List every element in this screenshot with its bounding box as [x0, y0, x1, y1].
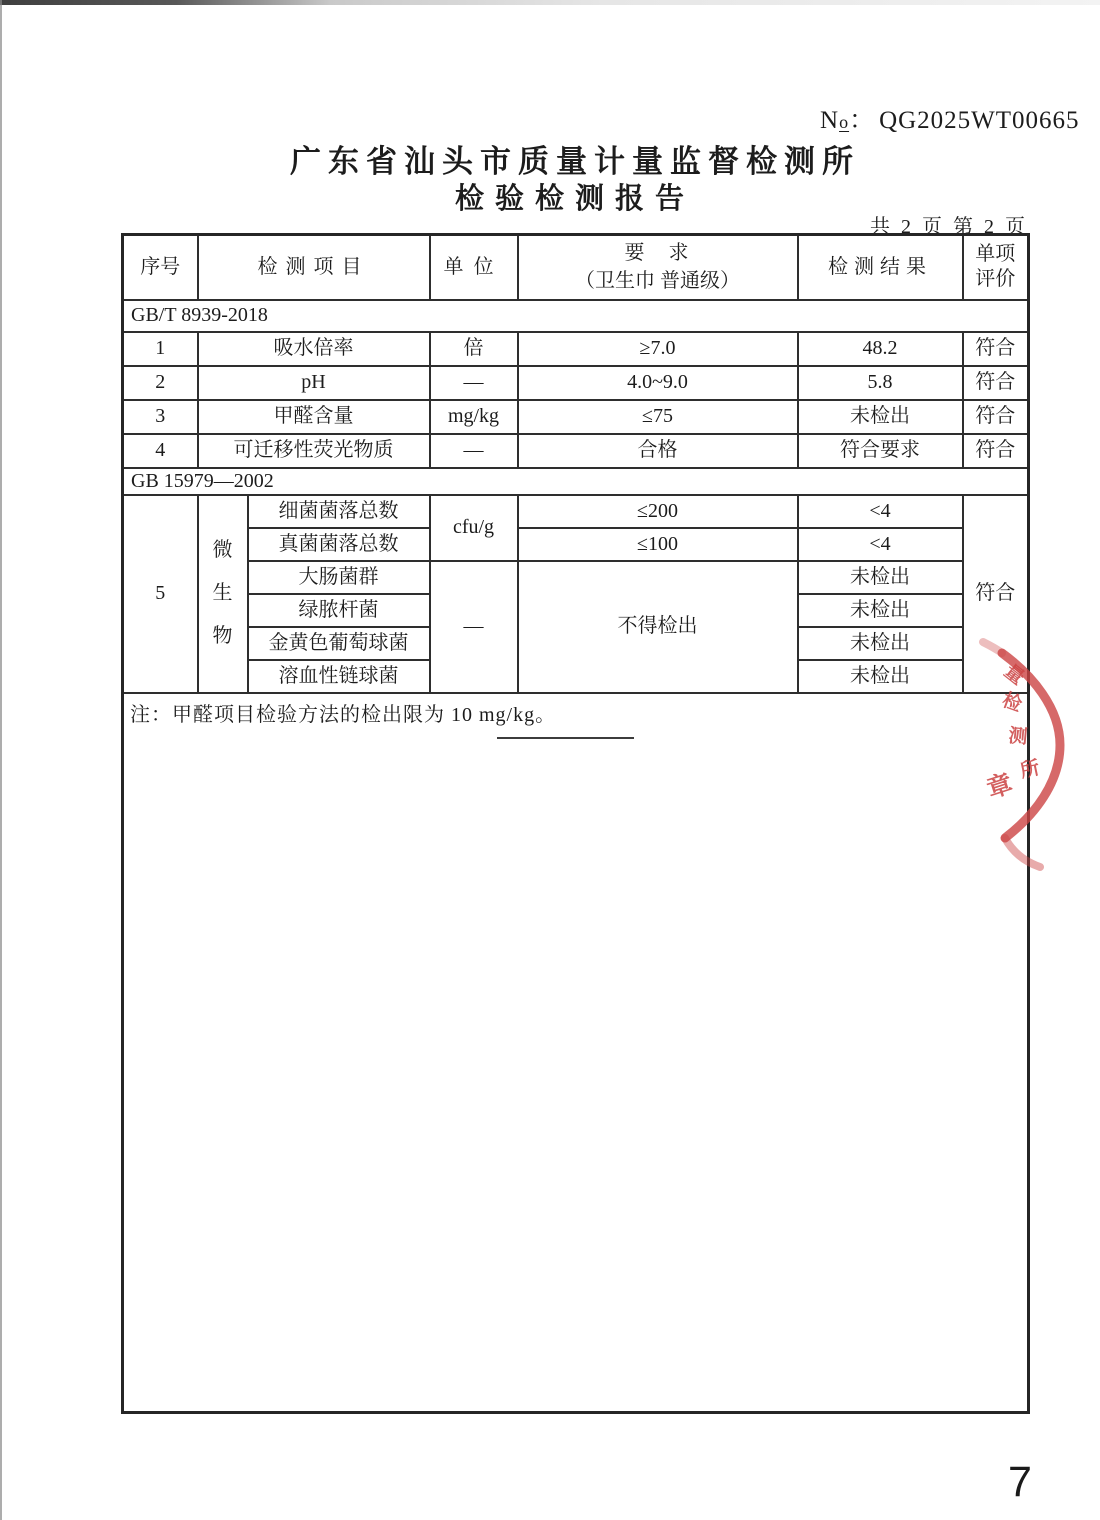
cell-result: 未检出 [798, 627, 963, 660]
test-results-table [121, 233, 1030, 1414]
table-row [123, 332, 1029, 366]
cell-no: 3 [123, 400, 198, 434]
cell-requirement: ≤100 [518, 528, 798, 561]
cell-unit: — [430, 561, 518, 693]
cell-result: 5.8 [798, 366, 963, 400]
table-row [123, 366, 1029, 400]
cell-requirement: 4.0~9.0 [518, 366, 798, 400]
col-header-result: 检测结果 [798, 235, 963, 300]
col-header-evaluation [963, 235, 1029, 300]
cell-evaluation: 符合 [963, 332, 1029, 366]
cell-item: 吸水倍率 [198, 332, 430, 366]
cell-group-label [198, 495, 248, 693]
page-count-indicator: 共 2 页 第 2 页 [870, 216, 1028, 238]
report-title: 检验检测报告 [454, 183, 695, 215]
cell-item: 大肠菌群 [248, 561, 430, 594]
table-row [123, 400, 1029, 434]
cell-item: 甲醛含量 [198, 400, 430, 434]
footnote: 注：甲醛项目检验方法的检出限为 10 mg/kg。 [130, 703, 557, 726]
col-header-requirement [518, 235, 798, 300]
stamp-char: 量 [1000, 660, 1028, 690]
report-number [820, 100, 1080, 136]
cell-result: 未检出 [798, 561, 963, 594]
cell-no: 2 [123, 366, 198, 400]
divider-line [497, 737, 634, 739]
cell-item: 可迁移性荧光物质 [198, 434, 430, 468]
cell-evaluation: 符合 [963, 366, 1029, 400]
cell-unit: cfu/g [430, 495, 518, 561]
cell-no: 4 [123, 434, 198, 468]
organization-name: 广东省汕头市质量计量监督检测所 [290, 144, 860, 179]
evaluation-line1: 单项 [975, 243, 1016, 266]
stamp-char: 检 [999, 689, 1025, 717]
cell-evaluation: 符合 [963, 495, 1029, 693]
stamp-char: 所 [1018, 757, 1042, 783]
cell-result: 符合要求 [798, 434, 963, 468]
viewer-page-number: 7 [1008, 1458, 1032, 1506]
table-header-row [123, 235, 1029, 300]
cell-result: 未检出 [798, 660, 963, 693]
no-colon: ： [849, 107, 876, 134]
table-row [123, 495, 1029, 528]
cell-evaluation: 符合 [963, 434, 1029, 468]
cell-result: 未检出 [798, 594, 963, 627]
stamp-char: 测 [1007, 725, 1029, 749]
cell-item: 细菌菌落总数 [248, 495, 430, 528]
cell-item: pH [198, 366, 430, 400]
cell-result: 未检出 [798, 400, 963, 434]
cell-result: <4 [798, 528, 963, 561]
report-number-value: QG2025WT00665 [879, 107, 1080, 134]
table-row [123, 561, 1029, 594]
no-label-o: o [839, 112, 850, 132]
cell-requirement: ≥7.0 [518, 332, 798, 366]
page-edge-left [0, 0, 2, 1520]
cell-item: 真菌菌落总数 [248, 528, 430, 561]
col-header-unit: 单位 [430, 235, 518, 300]
cell-requirement: 不得检出 [518, 561, 798, 693]
cell-item: 绿脓杆菌 [248, 594, 430, 627]
empty-report-area [123, 693, 1029, 1413]
no-label: N [820, 107, 840, 134]
cell-item: 金黄色葡萄球菌 [248, 627, 430, 660]
requirement-grade: （卫生巾 普通级） [575, 269, 740, 292]
standard-name: GB/T 8939-2018 [123, 300, 1029, 332]
cell-no: 1 [123, 332, 198, 366]
standard-name: GB 15979—2002 [123, 468, 1029, 495]
cell-result: 48.2 [798, 332, 963, 366]
table-footer-space [123, 693, 1029, 1413]
cell-requirement: ≤200 [518, 495, 798, 528]
cell-requirement: ≤75 [518, 400, 798, 434]
table-row [123, 528, 1029, 561]
standard-band-row [123, 300, 1029, 332]
cell-requirement: 合格 [518, 434, 798, 468]
cell-group-no: 5 [123, 495, 198, 693]
table-row [123, 434, 1029, 468]
cell-evaluation: 符合 [963, 400, 1029, 434]
stamp-center-char: 章 [983, 770, 1017, 804]
cell-result: <4 [798, 495, 963, 528]
cell-unit: — [430, 434, 518, 468]
microbiology-vertical-label: 微生物 [212, 539, 233, 647]
col-header-item: 检测项目 [198, 235, 430, 300]
page-edge-top [0, 0, 1100, 5]
cell-unit: — [430, 366, 518, 400]
requirement-title: 要 求 [624, 241, 691, 264]
cell-item: 溶血性链球菌 [248, 660, 430, 693]
col-header-no: 序号 [123, 235, 198, 300]
cell-unit: mg/kg [430, 400, 518, 434]
cell-unit: 倍 [430, 332, 518, 366]
evaluation-line2: 评价 [975, 268, 1016, 291]
standard-band-row [123, 468, 1029, 495]
